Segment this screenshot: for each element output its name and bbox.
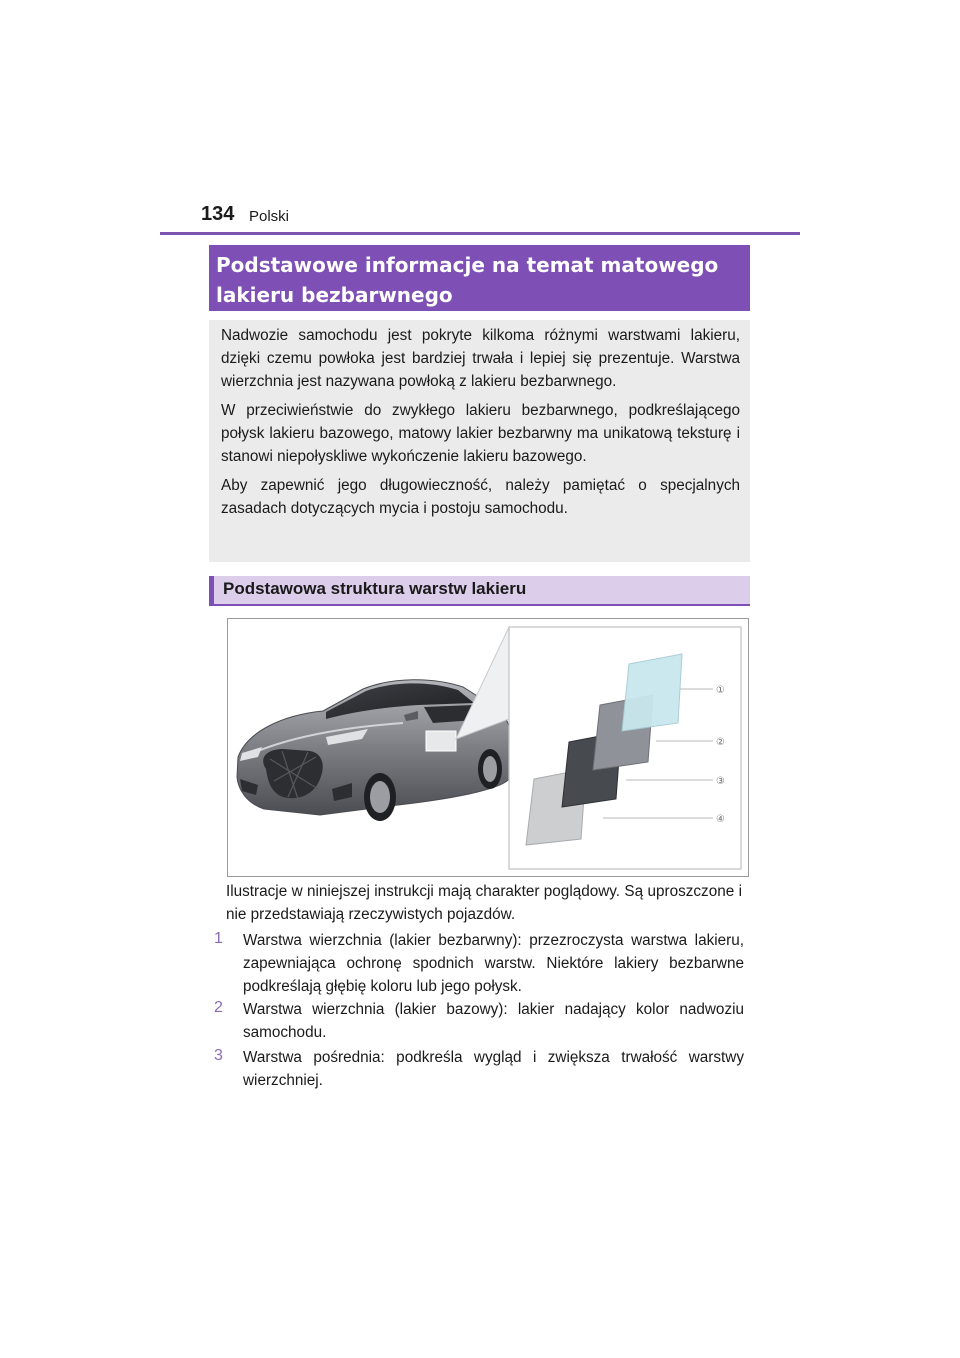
callout-1: ① (716, 685, 725, 696)
page-number: 134 (201, 203, 235, 225)
zoom-wedge (456, 627, 509, 739)
list-item (214, 929, 744, 998)
figure-caption: Ilustracje w niniejszej instrukcji mają charakter poglądowy. Są uproszczone i nie przedstawiają rzeczywistych pojazdów. (226, 883, 742, 923)
paint-layers-figure (227, 618, 749, 877)
callout-2: ② (716, 737, 725, 748)
section-title-line-1: Podstawowe informacje na temat matowego (216, 253, 719, 277)
list-item (214, 1046, 744, 1092)
intro-paragraph-2: W przeciwieństwie do zwykłego lakieru bezbarwnego, podkreślającego połysk lakieru bazowego, matowy lakier bezbarwny ma unikatową teksturę i stanowi niepołyskliwe wykończenie lakieru bazowego. (221, 402, 740, 465)
intro-paragraph-3: Aby zapewnić jego długowieczność, należy pamiętać o specjalnych zasadach dotyczących mycia i postoju samochodu. (221, 477, 740, 517)
callout-4: ④ (716, 814, 725, 825)
intro-box (209, 320, 750, 562)
car-illustration (237, 680, 511, 821)
list-item (214, 998, 744, 1044)
section-title-line-2: lakieru bezbarwnego (216, 283, 453, 307)
list-item-marker: 3 (214, 1047, 223, 1064)
section-title-banner (209, 245, 750, 311)
paint-layers-illustration (228, 619, 748, 876)
paint-layer-1 (622, 654, 682, 731)
list-item-text: Warstwa pośrednia: podkreśla wygląd i zwiększa trwałość warstwy wierzchniej. (243, 1049, 744, 1089)
list-item-marker: 2 (214, 999, 223, 1016)
list-item-text: Warstwa wierzchnia (lakier bazowy): lakier nadający kolor nadwoziu samochodu. (243, 1001, 744, 1041)
running-head-language: Polski (249, 208, 290, 225)
subsection-title: Podstawowa struktura warstw lakieru (209, 576, 750, 606)
list-item-marker: 1 (214, 930, 223, 947)
list-item-text: Warstwa wierzchnia (lakier bezbarwny): przezroczysta warstwa lakieru, zapewniająca ochronę spodnich warstw. Niektóre lakiery bezbarwne podkreślają głębię koloru lub jego połysk. (243, 932, 744, 995)
car-paint-patch (426, 731, 456, 751)
header-rule (160, 232, 800, 235)
intro-paragraph-1: Nadwozie samochodu jest pokryte kilkoma różnymi warstwami lakieru, dzięki czemu powłoka jest bardziej trwała i lepiej się prezentuje. Warstwa wierzchnia jest nazywana powłoką z lakieru bezbarwnego. (221, 327, 740, 390)
callout-3: ③ (716, 776, 725, 787)
